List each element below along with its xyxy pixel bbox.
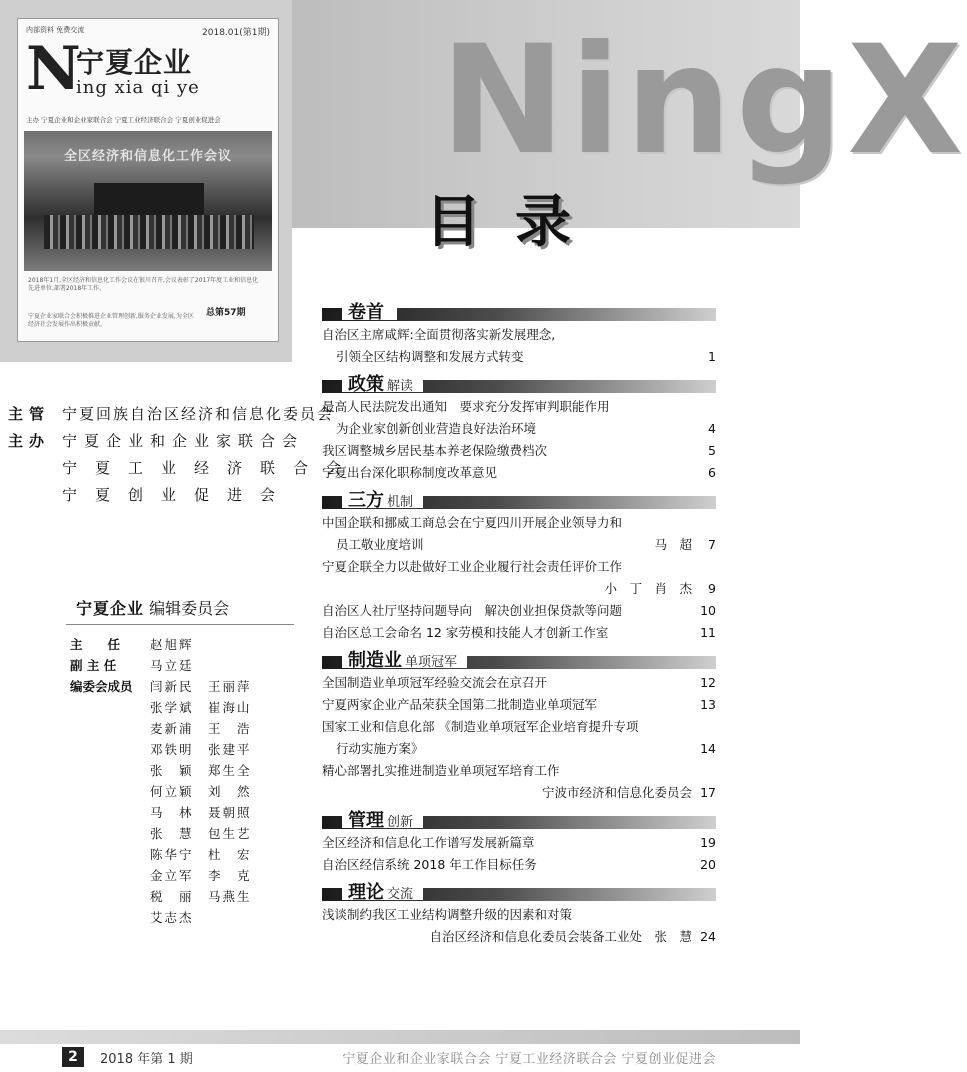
sponsor-row — [8, 400, 335, 427]
sponsor-value — [62, 457, 360, 478]
board-role: 副 主 任 — [70, 657, 117, 673]
cover-photo-title: 全区经济和信息化工作会议 — [63, 149, 232, 164]
toc-entry-line — [322, 672, 716, 694]
toc-entry-title: 自治区经信系统 2018 年工作目标任务 — [322, 857, 537, 872]
toc-entry-page: 12 — [700, 675, 716, 690]
toc-entry-page: 14 — [700, 741, 716, 756]
board-row — [70, 801, 290, 822]
sponsor-value — [62, 430, 305, 451]
toc-entry-page: 10 — [700, 603, 716, 618]
board-member: 邓铁明 — [150, 741, 194, 757]
board-title — [76, 596, 229, 619]
toc-entry-line — [322, 462, 716, 484]
board-member: 马立廷 — [150, 657, 194, 673]
board-names — [150, 656, 290, 674]
toc-entry-page: 4 — [708, 421, 716, 436]
board-names — [150, 719, 290, 737]
section-tag — [342, 298, 397, 323]
section-header — [322, 368, 716, 394]
toc-entry-page: 17 — [700, 785, 716, 800]
board-row — [70, 843, 290, 864]
board-member: 赵旭辉 — [150, 636, 194, 652]
toc-entry[interactable] — [322, 512, 716, 556]
cover-period: 总第57期 — [206, 308, 246, 318]
toc-entry-page: 19 — [700, 835, 716, 850]
toc-entry-line — [322, 556, 716, 578]
toc-entry-page: 11 — [700, 625, 716, 640]
toc-entry-title: 我区调整城乡居民基本养老保险缴费档次 — [322, 443, 548, 458]
board-member: 何立颖 — [150, 783, 194, 799]
toc-entry-title: 全国制造业单项冠军经验交流会在京召开 — [322, 675, 548, 690]
toc-entry[interactable] — [322, 694, 716, 716]
board-row — [70, 759, 290, 780]
board-member: 张 颖 — [150, 762, 194, 778]
section-title: 制造业 — [348, 650, 402, 671]
board-member: 王 浩 — [208, 720, 252, 736]
board-member: 艾志杰 — [150, 909, 194, 925]
toc-entry[interactable] — [322, 462, 716, 484]
sponsor-value-text: 宁夏回族自治区经济和信息化委员会 — [62, 405, 335, 423]
sponsor-row — [8, 481, 298, 508]
toc-entry-line — [322, 512, 716, 534]
toc-entry-title: 精心部署扎实推进制造业单项冠军培育工作 — [322, 763, 560, 778]
board-member: 张学斌 — [150, 699, 194, 715]
toc-entry-line — [322, 600, 716, 622]
section-subtitle: 交流 — [387, 887, 414, 902]
board-member: 张建平 — [208, 741, 252, 757]
toc-entry[interactable] — [322, 324, 716, 368]
section-tag — [342, 878, 423, 903]
section-title: 理论 — [348, 882, 384, 903]
board-member: 刘 然 — [208, 783, 252, 799]
toc-entry-title: 自治区总工会命名 12 家劳模和技能人才创新工作室 — [322, 625, 609, 640]
board-names — [150, 677, 290, 695]
page-number: 2 — [62, 1047, 84, 1067]
section-tag — [342, 806, 423, 831]
board-names — [150, 782, 290, 800]
section-header — [322, 484, 716, 510]
cover-logo-letter: N — [26, 34, 81, 104]
section-header — [322, 296, 716, 322]
cover-tag: 内部资料 免费交流 — [26, 26, 85, 34]
footer-issue-date: 2018 年第 1 期 — [100, 1052, 193, 1067]
toc-entry-line — [322, 854, 716, 876]
board-row — [70, 822, 290, 843]
board-member: 税 丽 — [150, 888, 194, 904]
board-row — [70, 633, 290, 654]
toc-entry[interactable] — [322, 760, 716, 804]
board-member: 马燕生 — [208, 888, 252, 904]
toc-entry[interactable] — [322, 440, 716, 462]
section-header — [322, 876, 716, 902]
cover-logo-pinyin: ing xia qi ye — [76, 77, 200, 98]
toc-entry[interactable] — [322, 600, 716, 622]
section-header — [322, 804, 716, 830]
toc-entry-title: 国家工业和信息化部 《制造业单项冠军企业培育提升专项 — [322, 719, 639, 734]
cover-note: 宁夏企业家联合会积极推进企业管理创新,服务企业发展,为全区经济社会发展作出积极贡献。 — [28, 313, 194, 328]
toc-entry-title-cont: 引领全区结构调整和发展方式转变 — [336, 349, 524, 364]
board-row — [70, 717, 290, 738]
board-member: 陈华宁 — [150, 846, 194, 862]
board-names — [150, 908, 290, 926]
board-row — [70, 654, 290, 675]
cover-hosts: 主办 宁夏企业和企业家联合会 宁夏工业经济联合会 宁夏创业促进会 — [26, 116, 221, 124]
board-names — [150, 635, 290, 653]
section-subtitle: 解读 — [387, 379, 414, 394]
board-member: 金立军 — [150, 867, 194, 883]
toc-entry-line — [322, 346, 716, 368]
toc-entry[interactable] — [322, 832, 716, 854]
board-row — [70, 885, 290, 906]
board-member: 马 林 — [150, 804, 194, 820]
toc-entry-title: 最高人民法院发出通知 要求充分发挥审判职能作用 — [322, 399, 610, 414]
cover-logo-title: 宁夏企业 — [76, 46, 193, 79]
toc-entry-line — [322, 578, 716, 600]
toc-entry-author: 宁波市经济和信息化委员会 — [541, 785, 692, 800]
sponsor-row — [8, 454, 360, 481]
cover-caption: 2018年1月,全区经济和信息化工作会议在银川召开,会议表彰了2017年度工业和信息化先进单位,部署2018年工作。 — [28, 277, 259, 292]
board-names — [150, 740, 290, 758]
toc-entry-title: 自治区主席咸辉:全面贯彻落实新发展理念, — [322, 327, 556, 342]
cover-frame — [0, 0, 292, 362]
board-role: 主 任 — [70, 636, 121, 652]
sponsor-value-text: 宁夏创业促进会 — [62, 486, 294, 504]
toc-entry-line — [322, 738, 716, 760]
toc-entry-line — [322, 622, 716, 644]
cover-photo — [24, 131, 272, 271]
sponsor-label: 主办 — [8, 432, 51, 450]
toc-entry-line — [322, 832, 716, 854]
toc-entry[interactable] — [322, 396, 716, 440]
toc-entry-line — [322, 534, 716, 556]
toc-entry-line — [322, 904, 716, 926]
toc-entry-line — [322, 694, 716, 716]
sponsor-value-text: 宁夏工业经济联合会 — [62, 459, 360, 477]
toc-entry-line — [322, 418, 716, 440]
toc-entry-title: 宁夏两家企业产品荣获全国第二批制造业单项冠军 — [322, 697, 598, 712]
board-member: 郑生全 — [208, 762, 252, 778]
board-member: 包生艺 — [208, 825, 252, 841]
section-subtitle: 机制 — [387, 495, 414, 510]
board-member: 张 慧 — [150, 825, 194, 841]
footer-organizations: 宁夏企业和企业家联合会 宁夏工业经济联合会 宁夏创业促进会 — [342, 1052, 716, 1067]
sponsor-row — [8, 427, 305, 454]
toc-entry-title: 宁夏出台深化职称制度改革意见 — [322, 465, 498, 480]
board-row — [70, 906, 290, 927]
toc-entry[interactable] — [322, 854, 716, 876]
toc-entry-page: 7 — [708, 537, 716, 552]
sponsor-value — [62, 403, 335, 424]
section-subtitle: 创新 — [387, 815, 414, 830]
toc-entry-page: 6 — [708, 465, 716, 480]
section-title: 卷首 — [348, 302, 384, 323]
toc-entry-line — [322, 440, 716, 462]
toc-entry-author: 马 超 — [654, 537, 692, 552]
board-names — [150, 761, 290, 779]
sponsor-value-text: 宁夏企业和企业家联合会 — [62, 432, 305, 450]
section-tag — [342, 646, 467, 671]
toc-entry-line — [322, 760, 716, 782]
board-member: 聂朝照 — [208, 804, 252, 820]
board-names — [150, 698, 290, 716]
toc-entry-page: 24 — [700, 929, 716, 944]
section-title: 政策 — [348, 374, 384, 395]
board-names — [150, 824, 290, 842]
board-member: 杜 宏 — [208, 846, 252, 862]
board-names — [150, 887, 290, 905]
toc-entry-author: 小 丁 肖 杰 — [604, 581, 692, 596]
board-member: 李 克 — [208, 867, 252, 883]
board-role: 编委会成员 — [70, 678, 133, 694]
toc-entry-page: 5 — [708, 443, 716, 458]
magazine-cover[interactable] — [17, 18, 279, 342]
board-row — [70, 738, 290, 759]
footer-bar — [0, 1030, 800, 1044]
board-member: 闫新民 — [150, 678, 194, 694]
toc-entry-title: 自治区人社厅坚持问题导向 解决创业担保贷款等问题 — [322, 603, 623, 618]
section-tag — [342, 486, 423, 511]
board-row — [70, 864, 290, 885]
board-row — [70, 780, 290, 801]
board-list — [70, 633, 290, 927]
toc-entry-page: 13 — [700, 697, 716, 712]
toc-entry-page: 9 — [708, 581, 716, 596]
board-brand: 宁夏企业 — [76, 599, 145, 618]
toc-title: 目录 — [425, 189, 605, 255]
toc-entry-line — [322, 396, 716, 418]
section-title: 管理 — [348, 810, 384, 831]
board-names — [150, 845, 290, 863]
section-header — [322, 644, 716, 670]
toc-entry-page: 20 — [700, 857, 716, 872]
board-member: 王丽萍 — [208, 678, 252, 694]
toc-entry-title-cont: 为企业家创新创业营造良好法治环境 — [336, 421, 537, 436]
section-subtitle: 单项冠军 — [405, 655, 458, 670]
board-member: 崔海山 — [208, 699, 252, 715]
section-tag — [342, 370, 423, 395]
toc-entry[interactable] — [322, 556, 716, 600]
toc-entry[interactable] — [322, 716, 716, 760]
board-names — [150, 866, 290, 884]
board-title-text: 编辑委员会 — [149, 599, 230, 618]
table-of-contents — [322, 296, 716, 948]
sponsor-label: 主管 — [8, 405, 51, 423]
toc-entry-line — [322, 716, 716, 738]
sponsor-value — [62, 484, 298, 505]
banner-watermark: NingX — [440, 14, 967, 188]
cover-issue: 2018.01(第1期) — [202, 28, 270, 38]
toc-entry-title: 浅谈制约我区工业结构调整升级的因素和对策 — [322, 907, 573, 922]
cover-photo-people — [44, 215, 254, 249]
board-row — [70, 696, 290, 717]
toc-entry-line — [322, 324, 716, 346]
toc-entry-line — [322, 926, 716, 948]
toc-entry-title: 中国企联和挪威工商总会在宁夏四川开展企业领导力和 — [322, 515, 623, 530]
toc-entry[interactable] — [322, 904, 716, 948]
toc-entry[interactable] — [322, 672, 716, 694]
toc-entry-title: 全区经济和信息化工作谱写发展新篇章 — [322, 835, 535, 850]
board-row — [70, 675, 290, 696]
board-divider — [66, 624, 294, 625]
toc-entry-title-cont: 员工敬业度培训 — [336, 537, 424, 552]
toc-entry-title: 宁夏企联全力以赴做好工业企业履行社会责任评价工作 — [322, 559, 623, 574]
toc-entry-title-cont: 行动实施方案》 — [336, 741, 424, 756]
board-member: 麦新浦 — [150, 720, 194, 736]
section-title: 三方 — [348, 490, 384, 511]
toc-entry-page: 1 — [708, 349, 716, 364]
toc-entry-line — [322, 782, 716, 804]
toc-entry[interactable] — [322, 622, 716, 644]
toc-entry-author: 自治区经济和信息化委员会装备工业处 张 慧 — [429, 929, 692, 944]
board-names — [150, 803, 290, 821]
sponsor-block — [8, 400, 360, 508]
